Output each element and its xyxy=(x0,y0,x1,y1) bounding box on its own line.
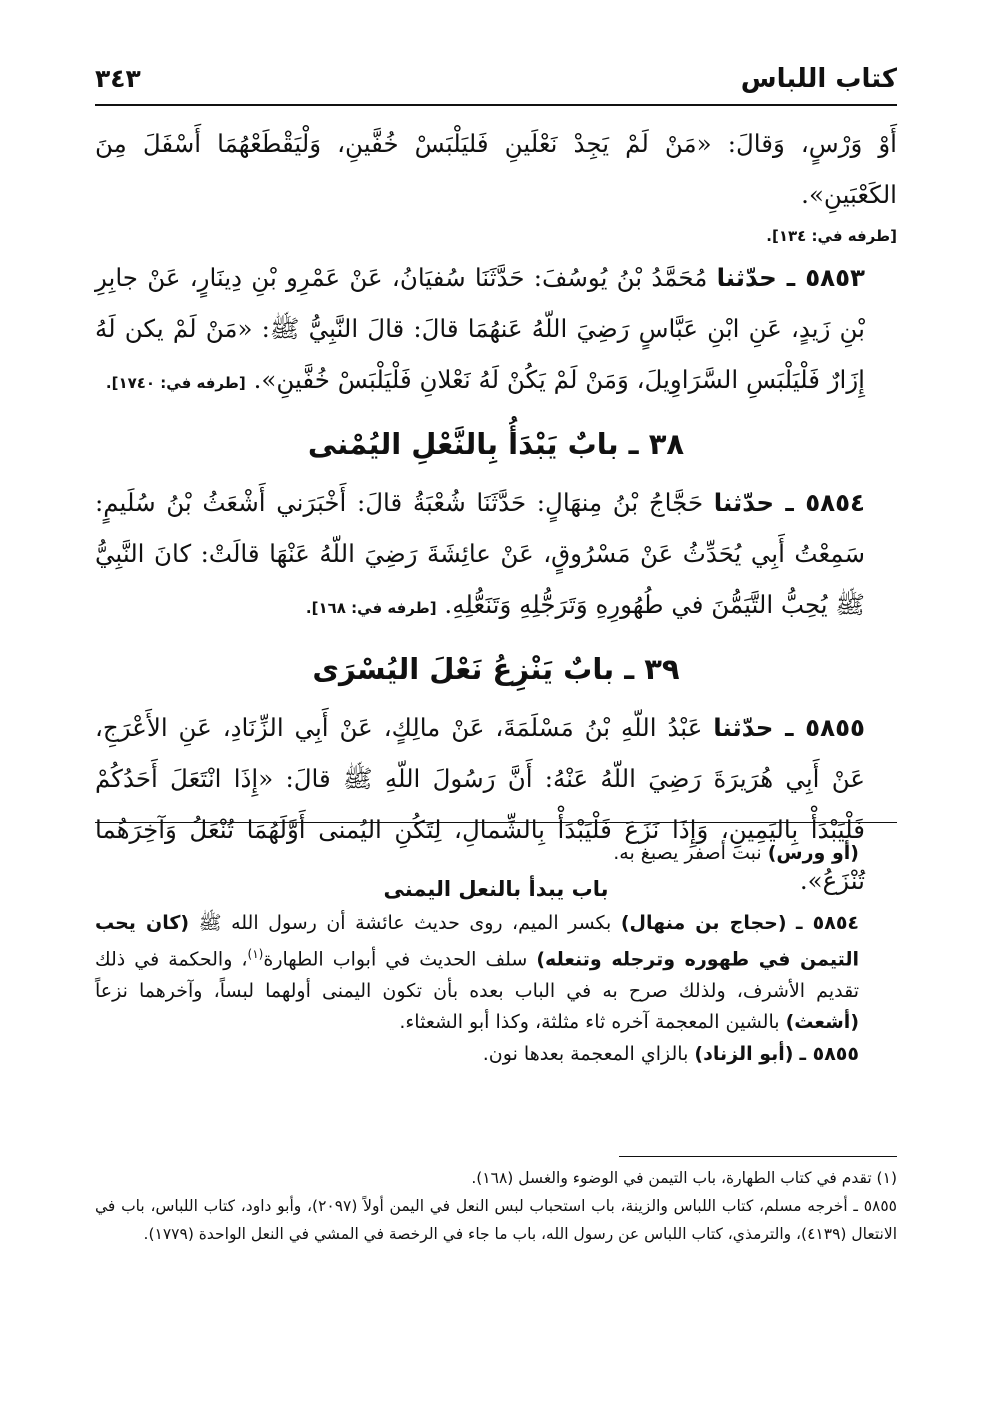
hadith-5853 xyxy=(95,252,897,409)
commentary-keyword: (حجاج بن منهال) xyxy=(620,911,787,934)
footnotes-section xyxy=(95,1164,897,1248)
cross-reference: [طرفه في: ١٦٨]. xyxy=(305,599,437,617)
hadith-5854 xyxy=(95,477,897,634)
commentary-section xyxy=(95,838,897,1070)
cross-reference: [طرفه في: ١٣٤]. xyxy=(766,227,897,245)
hadith-body: عَبْدُ اللّهِ بْنُ مَسْلَمَةَ، عَنْ مالِكٍ، عَنْ أَبِي الزِّنَادِ، عَنِ الأَعْرَجِ، عَنْ أَبِي هُرَيرَةَ رَضِيَ اللّهُ عَنْهُ: أَنَّ رَسُولَ اللّهِ ﷺ قالَ: «إِذَا انْتَعَلَ أَحَدُكُمْ فَلْيَبْدَأْ بِاليَمِينِ، وَإِذَا نَزَعَ فَلْيَبْدَأْ بِالشِّمالِ، لِتَكُنِ اليُمنى أَوَّلَهُمَا تُنْعَلُ وَآخِرَهُما تُنْزَعُ». xyxy=(95,713,865,895)
commentary-keyword: (كان يحب التيمن في طهوره وترجله وتنعله) xyxy=(95,911,859,971)
commentary-text: بالزاي المعجمة بعدها نون. xyxy=(482,1042,689,1065)
continuation-text: أَوْ وَرْسٍ، وَقالَ: «مَنْ لَمْ يَجِدْ نَعْلَينِ فَليَلْبَسْ خُفَّينِ، وَلْيَقْطَعْهُمَا أَسْفَلَ مِنَ الكَعْبَينِ». xyxy=(95,129,897,209)
footnote-divider xyxy=(619,1156,897,1157)
commentary-text: ، والحكمة في ذلك تقديم الأشرف، ولذلك صرح به في الباب بعده بأن تكون اليمنى أولهما لبساً، وآخرهما نزعاً xyxy=(95,948,859,1002)
commentary-note xyxy=(95,838,897,870)
footnote-1: (١) تقدم في كتاب الطهارة، باب التيمن في الوضوء والغسل (١٦٨). xyxy=(471,1169,897,1187)
commentary-keyword: (أشعث) xyxy=(785,1011,859,1034)
commentary-divider xyxy=(95,822,897,823)
hadith-text xyxy=(95,118,897,906)
commentary-5854 xyxy=(95,908,897,1039)
chapter-heading-39: ٣٩ ـ بابٌ يَنْزِعُ نَعْلَ اليُسْرَى xyxy=(312,652,680,686)
commentary-number: ٥٨٥٥ ـ xyxy=(799,1042,859,1065)
running-header xyxy=(95,60,897,106)
hadith-body: مُحَمَّدُ بْنُ يُوسُفَ: حَدَّثَنَا سُفيَانُ، عَنْ عَمْرِو بْنِ دِينَارٍ، عَنْ جابِرِ بْنِ زَيدٍ، عَنِ ابْنِ عَبَّاسٍ رَضِيَ اللّهُ عَنهُمَا قالَ: قالَ النَّبِيُّ ﷺ: «مَنْ لَمْ يكن لَهُ إِزَارٌ فَلْيَلْبَسِ السَّرَاوِيلَ، وَمَنْ لَمْ يَكُنْ لَهُ نَعْلانِ فَلْيَلْبَسْ خُفَّينِ». xyxy=(95,263,865,394)
footnote-marker: (١) xyxy=(247,947,264,961)
commentary-number: ٥٨٥٤ ـ xyxy=(796,911,860,934)
chapter-heading-38: ٣٨ ـ بابٌ يَبْدَأُ بِالنَّعْلِ اليُمْنى xyxy=(307,427,685,461)
commentary-5855 xyxy=(95,1039,897,1071)
page-number: ٣٤٣ xyxy=(95,64,141,93)
footnote-5855: ٥٨٥٥ ـ أخرجه مسلم، كتاب اللباس والزينة، باب استحباب لبس النعل في اليمن أولاً (٢٠٩٧)، وأبو داود، كتاب اللباس، باب في الانتعال (٤١٣٩)، والترمذي، كتاب اللباس عن رسول الله، باب ما جاء في الرخصة في المشي في النعل الواحدة (١٧٧٩). xyxy=(95,1197,897,1243)
commentary-text: بالشين المعجمة آخره ثاء مثلثة، وكذا أبو الشعثاء. xyxy=(399,1011,780,1034)
commentary-keyword: (أبو الزناد) xyxy=(694,1042,794,1065)
commentary-text: نبت أصفر يصبغ به. xyxy=(613,842,762,864)
hadith-number: ٥٨٥٣ ـ حدّثنا xyxy=(716,263,866,292)
paragraph-continuation xyxy=(95,118,897,220)
commentary-heading: باب يبدأ بالنعل اليمنى xyxy=(383,876,609,901)
book-title: كتاب اللباس xyxy=(740,64,897,94)
cross-reference: [طرفه في: ١٧٤٠]. xyxy=(105,374,246,392)
hadith-number: ٥٨٥٥ ـ حدّثنا xyxy=(713,713,865,742)
commentary-text: بكسر الميم، روى حديث عائشة أن رسول الله ﷺ xyxy=(198,911,612,934)
commentary-text: سلف الحديث في أبواب الطهارة xyxy=(263,948,528,971)
hadith-body: حَجَّاجُ بْنُ مِنهَالٍ: حَدَّثَنَا شُعْبَةُ قالَ: أَخْبَرَني أَشْعَثُ بْنُ سُلَيمٍ: سَمِعْتُ أَبِي يُحَدِّثُ عَنْ مَسْرُوقٍ، عَنْ عائِشَةَ رَضِيَ اللّهُ عَنْهَا قالَتْ: كانَ النَّبِيُّ ﷺ يُحِبُّ التَّيَمُّنَ في طُهُورِهِ وَتَرَجُّلِهِ وَتَنَعُّلِهِ. xyxy=(95,488,865,619)
hadith-number: ٥٨٥٤ ـ حدّثنا xyxy=(713,488,866,517)
commentary-keyword: (أو ورس) xyxy=(767,842,859,864)
